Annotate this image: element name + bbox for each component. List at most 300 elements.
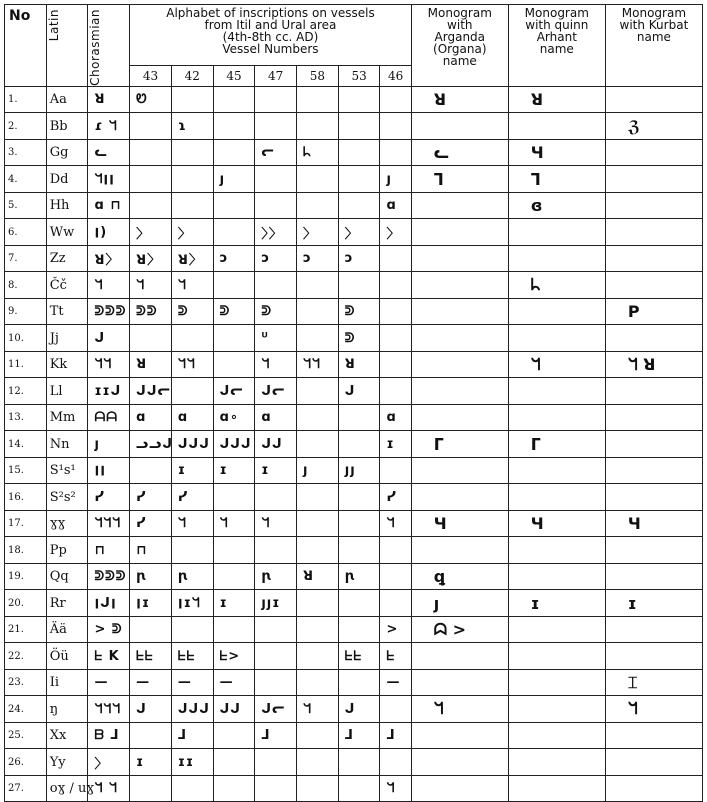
monogram-glyph: ȷ — [411, 590, 508, 617]
vessel-glyph — [380, 325, 411, 352]
monogram-glyph — [605, 139, 702, 166]
vessel-glyph — [380, 272, 411, 299]
vessel-glyph — [380, 245, 411, 272]
chorasmian-glyph: ᖻ — [88, 272, 130, 299]
vessel-glyph — [130, 616, 172, 643]
vessel-glyph: ᒍᒍᒍ — [171, 431, 213, 458]
vessel-glyph — [380, 351, 411, 378]
vessel-glyph — [380, 298, 411, 325]
latin-letter: Xx — [46, 722, 88, 749]
row-number: 10. — [5, 325, 47, 352]
vessel-glyph — [380, 139, 411, 166]
monogram-glyph — [508, 245, 605, 272]
vessel-glyph — [338, 139, 380, 166]
monogram-glyph — [605, 86, 702, 113]
header-latin-text: Latin — [46, 9, 61, 42]
vessel-glyph — [255, 616, 297, 643]
monogram-glyph — [508, 537, 605, 564]
vessel-glyph — [338, 510, 380, 537]
vessel-glyph: ᓑ — [255, 325, 297, 352]
monogram-glyph — [605, 431, 702, 458]
vessel-glyph: ᓯ — [130, 510, 172, 537]
vessel-glyph — [338, 166, 380, 193]
monogram-glyph — [411, 113, 508, 140]
monogram-glyph — [508, 722, 605, 749]
vessel-glyph: ɑ — [380, 192, 411, 219]
monogram-glyph — [508, 219, 605, 246]
vessel-glyph: ɑ — [171, 404, 213, 431]
vessel-glyph — [213, 351, 255, 378]
vessel-glyph — [380, 378, 411, 405]
latin-letter: Mm — [46, 404, 88, 431]
header-monogram-arganda — [411, 5, 508, 87]
row-number: 15. — [5, 457, 47, 484]
table-row — [5, 775, 703, 802]
monogram-glyph — [605, 219, 702, 246]
vessel-number-47: 47 — [255, 65, 297, 86]
row-number: 2. — [5, 113, 47, 140]
vessel-glyph — [297, 749, 339, 776]
vessel-glyph — [171, 775, 213, 802]
vessel-glyph: ꞃ — [255, 563, 297, 590]
vessel-glyph — [380, 113, 411, 140]
monogram-glyph — [508, 749, 605, 776]
vessel-glyph: ꓤ — [130, 351, 172, 378]
vessel-glyph — [338, 537, 380, 564]
latin-letter: ŋ — [46, 696, 88, 723]
monogram-glyph — [411, 272, 508, 299]
vessel-glyph — [255, 192, 297, 219]
vessel-glyph — [213, 192, 255, 219]
latin-letter: Ww — [46, 219, 88, 246]
monogram-glyph — [411, 749, 508, 776]
monogram-glyph: ᒥ — [411, 431, 508, 458]
latin-letter: Öü — [46, 643, 88, 670]
vessel-glyph: ɑ — [255, 404, 297, 431]
monogram-glyph: ꓤ — [508, 86, 605, 113]
chorasmian-glyph: ɪɪᒍ — [88, 378, 130, 405]
vessel-glyph — [130, 722, 172, 749]
vessel-glyph: — — [380, 669, 411, 696]
monogram-glyph: ᖻ — [605, 696, 702, 723]
chorasmian-glyph: ꓤ〉 — [88, 245, 130, 272]
chorasmian-glyph: ᗩᗩ — [88, 404, 130, 431]
vessel-glyph: ȷȷ — [338, 457, 380, 484]
table-row — [5, 139, 703, 166]
vessel-glyph — [255, 272, 297, 299]
monogram-glyph: Ч — [508, 510, 605, 537]
monogram-glyph: ɪ — [508, 590, 605, 617]
latin-letter: oɣ / uɣ — [46, 775, 88, 802]
mono-title-line: Monogram — [427, 6, 492, 20]
mono-title-line: name — [442, 54, 477, 68]
vessel-glyph: ᒍᓕ — [255, 378, 297, 405]
vessel-glyph — [297, 378, 339, 405]
vessel-glyph: ᕲ — [171, 298, 213, 325]
table-row — [5, 431, 703, 458]
vessel-glyph — [213, 537, 255, 564]
vessel-glyph: ꓤ — [338, 351, 380, 378]
vessel-glyph: ᖶ — [380, 643, 411, 670]
vessel-glyph: ᓕ — [255, 139, 297, 166]
alphabet-title-line: Alphabet of inscriptions on vessels — [166, 6, 375, 20]
monogram-glyph — [508, 378, 605, 405]
vessel-glyph — [130, 325, 172, 352]
monogram-glyph: ɪ — [605, 590, 702, 617]
row-number: 24. — [5, 696, 47, 723]
monogram-glyph — [605, 643, 702, 670]
vessel-glyph — [338, 431, 380, 458]
vessel-glyph: ᖶᖶ — [338, 643, 380, 670]
vessel-glyph: ɑ — [130, 404, 172, 431]
chorasmian-glyph: ꓤ — [88, 86, 130, 113]
vessel-glyph — [171, 192, 213, 219]
vessel-glyph — [213, 219, 255, 246]
table-row — [5, 484, 703, 511]
monogram-glyph — [411, 722, 508, 749]
vessel-glyph — [171, 537, 213, 564]
vessel-glyph: ɑ — [380, 404, 411, 431]
monogram-glyph — [508, 696, 605, 723]
vessel-glyph: — — [213, 669, 255, 696]
vessel-glyph: 〉 — [297, 219, 339, 246]
latin-letter: Tt — [46, 298, 88, 325]
header-chorasmian — [88, 5, 130, 87]
vessel-glyph — [297, 669, 339, 696]
vessel-glyph: 〉 — [130, 219, 172, 246]
monogram-glyph: ᖻ ꓤ — [605, 351, 702, 378]
monogram-glyph — [508, 325, 605, 352]
vessel-glyph: ȷ — [380, 166, 411, 193]
monogram-glyph — [508, 616, 605, 643]
chorasmian-glyph: ɑ ⊓ — [88, 192, 130, 219]
latin-letter: Jj — [46, 325, 88, 352]
vessel-glyph: — — [130, 669, 172, 696]
vessel-glyph: ᖻ — [380, 775, 411, 802]
table-row — [5, 669, 703, 696]
vessel-glyph — [171, 378, 213, 405]
latin-letter: Dd — [46, 166, 88, 193]
vessel-glyph — [213, 272, 255, 299]
vessel-glyph — [255, 537, 297, 564]
monogram-glyph — [605, 192, 702, 219]
row-number: 6. — [5, 219, 47, 246]
row-number: 1. — [5, 86, 47, 113]
vessel-glyph: ᕲ — [338, 298, 380, 325]
chorasmian-glyph: ᕲᕲᕲ — [88, 563, 130, 590]
vessel-glyph: ↄ — [213, 245, 255, 272]
chorasmian-glyph: ⊓ — [88, 537, 130, 564]
table-row — [5, 192, 703, 219]
vessel-glyph: ᖻ — [171, 272, 213, 299]
latin-letter: Kk — [46, 351, 88, 378]
latin-letter: Gg — [46, 139, 88, 166]
vessel-glyph — [338, 113, 380, 140]
vessel-glyph — [213, 616, 255, 643]
vessel-glyph: ᖻ — [171, 510, 213, 537]
vessel-glyph — [130, 166, 172, 193]
chorasmian-glyph: > ᕲ — [88, 616, 130, 643]
table-row — [5, 166, 703, 193]
vessel-glyph — [255, 749, 297, 776]
vessel-glyph — [213, 484, 255, 511]
vessel-glyph: ⊓ — [130, 537, 172, 564]
monogram-glyph — [411, 457, 508, 484]
vessel-glyph — [297, 590, 339, 617]
monogram-glyph: Ч — [508, 139, 605, 166]
vessel-glyph — [130, 192, 172, 219]
vessel-glyph: ᖻ — [255, 510, 297, 537]
vessel-glyph: ꞃ — [338, 563, 380, 590]
row-number: 13. — [5, 404, 47, 431]
monogram-glyph: ᖺ — [508, 272, 605, 299]
vessel-glyph: 〉 — [338, 219, 380, 246]
vessel-glyph: ɪ — [130, 749, 172, 776]
row-number: 21. — [5, 616, 47, 643]
monogram-glyph — [508, 775, 605, 802]
vessel-glyph: ȷ — [297, 457, 339, 484]
table-row — [5, 537, 703, 564]
vessel-glyph: ׀ɪ — [130, 590, 172, 617]
monogram-glyph — [605, 616, 702, 643]
chorasmian-glyph: ᒍ — [88, 325, 130, 352]
vessel-glyph: ᒍ — [338, 696, 380, 723]
header-latin — [46, 5, 88, 87]
vessel-number-45: 45 — [213, 65, 255, 86]
vessel-glyph: ᒧ — [255, 722, 297, 749]
monogram-glyph: Ч — [411, 510, 508, 537]
mono-title-line: Monogram — [621, 6, 687, 20]
vessel-glyph — [171, 616, 213, 643]
vessel-glyph: > — [380, 616, 411, 643]
monogram-glyph — [411, 669, 508, 696]
chorasmian-glyph: ᕲᕲᕲ — [88, 298, 130, 325]
monogram-glyph — [411, 298, 508, 325]
vessel-glyph — [297, 537, 339, 564]
vessel-glyph — [297, 192, 339, 219]
vessel-glyph — [171, 86, 213, 113]
vessel-glyph: ɪ — [213, 457, 255, 484]
row-number: 16. — [5, 484, 47, 511]
row-number: 5. — [5, 192, 47, 219]
header-monogram-kurbat — [605, 5, 702, 87]
alphabet-title-line: from Itil and Ural area — [204, 18, 337, 32]
table-row — [5, 616, 703, 643]
mono-title-line: name — [539, 42, 574, 56]
vessel-glyph — [297, 272, 339, 299]
vessel-glyph: ᓯ — [171, 484, 213, 511]
row-number: 18. — [5, 537, 47, 564]
vessel-glyph — [297, 166, 339, 193]
latin-letter: Aa — [46, 86, 88, 113]
vessel-glyph — [380, 749, 411, 776]
monogram-glyph — [605, 272, 702, 299]
vessel-glyph: Ꮼ — [130, 86, 172, 113]
vessel-glyph — [380, 696, 411, 723]
vessel-glyph — [130, 139, 172, 166]
monogram-glyph: ᒣ — [411, 166, 508, 193]
vessel-glyph: ᒍᒍ — [213, 696, 255, 723]
table-row — [5, 749, 703, 776]
vessel-glyph: ᖻ — [255, 351, 297, 378]
table-row — [5, 245, 703, 272]
chorasmian-glyph: ᖶ K — [88, 643, 130, 670]
vessel-glyph — [255, 86, 297, 113]
vessel-glyph: ɿ — [171, 113, 213, 140]
vessel-number-46: 46 — [380, 65, 411, 86]
vessel-glyph — [297, 643, 339, 670]
chorasmian-glyph: ᖻᖻᖻ — [88, 510, 130, 537]
monogram-glyph: ᒥ — [508, 431, 605, 458]
vessel-glyph: ꞃ — [130, 563, 172, 590]
vessel-glyph: ᖻᖻ — [171, 351, 213, 378]
mono-title-line: with Kurbat — [619, 18, 689, 32]
monogram-glyph: ꓤ — [411, 86, 508, 113]
vessel-glyph: ᖶᖶ — [171, 643, 213, 670]
vessel-glyph — [338, 484, 380, 511]
vessel-glyph: ɪ — [380, 431, 411, 458]
table-row — [5, 404, 703, 431]
monogram-glyph — [605, 775, 702, 802]
monogram-glyph: ᒣ — [508, 166, 605, 193]
vessel-glyph — [213, 113, 255, 140]
mono-title-line: Monogram — [524, 6, 589, 20]
header-no: No — [5, 5, 47, 87]
monogram-glyph — [411, 351, 508, 378]
vessel-glyph: ᓯ — [380, 484, 411, 511]
monogram-glyph — [605, 457, 702, 484]
vessel-glyph: ȷȷɪ — [255, 590, 297, 617]
row-number: 3. — [5, 139, 47, 166]
vessel-glyph — [255, 484, 297, 511]
mono-title-line: Arganda — [434, 30, 486, 44]
vessel-glyph: ᖻ — [130, 272, 172, 299]
vessel-glyph: ᖶ> — [213, 643, 255, 670]
chorasmian-glyph: ᖻ׀׀ — [88, 166, 130, 193]
vessel-glyph: ᒍᓕ — [255, 696, 297, 723]
monogram-glyph — [411, 537, 508, 564]
monogram-glyph — [411, 378, 508, 405]
vessel-glyph — [213, 86, 255, 113]
chorasmian-glyph: ᗷ ᒧ — [88, 722, 130, 749]
vessel-glyph — [255, 166, 297, 193]
vessel-glyph — [297, 510, 339, 537]
chorasmian-glyph: ᓚ — [88, 139, 130, 166]
latin-letter: Čč — [46, 272, 88, 299]
chorasmian-glyph: ׀׀ — [88, 457, 130, 484]
row-number: 11. — [5, 351, 47, 378]
vessel-glyph: ᒍᒍ — [255, 431, 297, 458]
vessel-glyph — [338, 192, 380, 219]
chorasmian-glyph: — — [88, 669, 130, 696]
monogram-glyph — [605, 722, 702, 749]
vessel-glyph — [338, 669, 380, 696]
row-number: 14. — [5, 431, 47, 458]
monogram-glyph — [605, 166, 702, 193]
header-chorasmian-text: Chorasmian — [88, 9, 103, 86]
table-row — [5, 325, 703, 352]
vessel-glyph — [213, 563, 255, 590]
vessel-glyph: ᖻ — [213, 510, 255, 537]
monogram-glyph — [605, 245, 702, 272]
chorasmian-glyph: ȷ — [88, 431, 130, 458]
vessel-glyph: ᖻ — [380, 510, 411, 537]
vessel-glyph: ᒍ — [338, 378, 380, 405]
table-row — [5, 298, 703, 325]
monogram-glyph — [508, 113, 605, 140]
vessel-glyph: ᕲᕲ — [130, 298, 172, 325]
vessel-glyph: ɪɪ — [171, 749, 213, 776]
chorasmian-glyph: ᓯ — [88, 484, 130, 511]
vessel-glyph — [338, 404, 380, 431]
monogram-glyph — [508, 563, 605, 590]
monogram-glyph: ⌶ — [605, 669, 702, 696]
table-row — [5, 457, 703, 484]
monogram-glyph — [411, 325, 508, 352]
monogram-glyph — [508, 457, 605, 484]
vessel-glyph: ɑ∘ — [213, 404, 255, 431]
monogram-glyph — [605, 537, 702, 564]
monogram-glyph: ᗣ > — [411, 616, 508, 643]
vessel-glyph — [297, 325, 339, 352]
table-row — [5, 86, 703, 113]
table-row — [5, 219, 703, 246]
vessel-glyph — [213, 139, 255, 166]
latin-letter: Ll — [46, 378, 88, 405]
chorasmian-glyph: ᖻᖻᖻ — [88, 696, 130, 723]
vessel-glyph: ᒍᒍᒍ — [213, 431, 255, 458]
row-number: 4. — [5, 166, 47, 193]
vessel-number-42: 42 — [171, 65, 213, 86]
latin-letter: S²s² — [46, 484, 88, 511]
latin-letter: Ii — [46, 669, 88, 696]
vessel-glyph: ɪ — [171, 457, 213, 484]
monogram-glyph: ᖻ — [508, 351, 605, 378]
vessel-glyph — [380, 457, 411, 484]
vessel-glyph — [380, 563, 411, 590]
monogram-glyph: Ч — [605, 510, 702, 537]
vessel-glyph: ↄ — [255, 245, 297, 272]
vessel-glyph: — — [171, 669, 213, 696]
alphabet-title-line: Vessel Numbers — [222, 42, 319, 56]
monogram-glyph — [411, 484, 508, 511]
monogram-glyph — [605, 404, 702, 431]
vessel-glyph: ᒧ — [171, 722, 213, 749]
vessel-glyph: ȷ — [213, 166, 255, 193]
vessel-number-58: 58 — [297, 65, 339, 86]
chorasmian-glyph: ɾ ᖻ — [88, 113, 130, 140]
vessel-glyph: ᕲ — [213, 298, 255, 325]
vessel-glyph — [380, 537, 411, 564]
row-number: 26. — [5, 749, 47, 776]
vessel-glyph — [297, 616, 339, 643]
monogram-glyph — [605, 563, 702, 590]
vessel-glyph — [338, 775, 380, 802]
vessel-glyph: ꓤ〉 — [171, 245, 213, 272]
vessel-glyph — [255, 643, 297, 670]
row-number: 23. — [5, 669, 47, 696]
table-row — [5, 351, 703, 378]
row-number: 17. — [5, 510, 47, 537]
vessel-glyph — [380, 590, 411, 617]
vessel-glyph: ᒍᓕ — [213, 378, 255, 405]
monogram-glyph — [508, 669, 605, 696]
vessel-glyph: ɪ — [255, 457, 297, 484]
vessel-glyph — [297, 775, 339, 802]
vessel-glyph — [255, 775, 297, 802]
monogram-glyph: ᓚ — [411, 139, 508, 166]
monogram-glyph — [411, 775, 508, 802]
